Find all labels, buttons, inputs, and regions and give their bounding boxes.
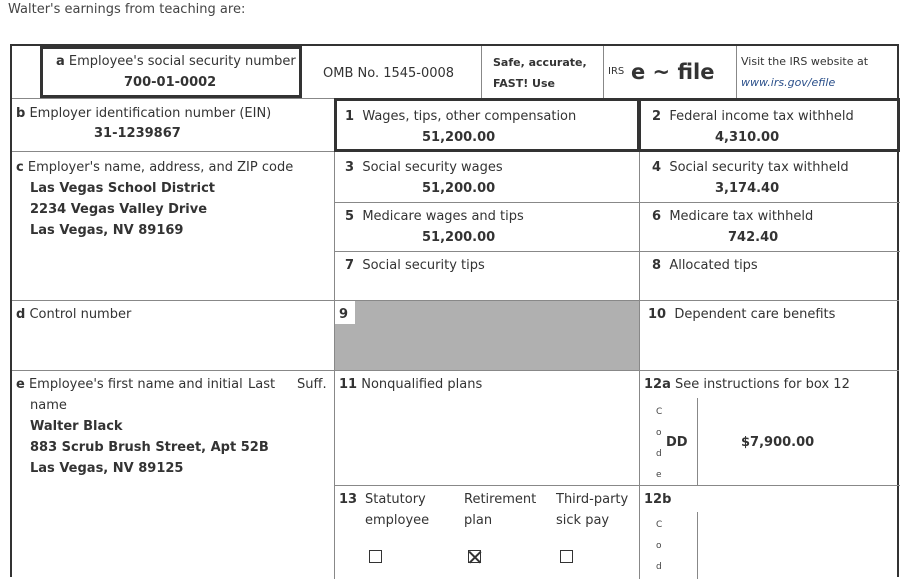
box-e-line3: Las Vegas, NV 89125	[30, 461, 184, 476]
box-4-value: 3,174.40	[715, 181, 780, 196]
box-3-label: 3 Social security wages	[345, 160, 503, 175]
thirdparty-label-2: sick pay	[556, 513, 610, 528]
retirement-plan-checkbox[interactable]	[468, 550, 481, 563]
box-e-suff: Suff.	[297, 377, 327, 392]
box-5-label: 5 Medicare wages and tips	[345, 209, 524, 224]
box-e-line2: 883 Scrub Brush Street, Apt 52B	[30, 440, 269, 455]
retirement-label-2: plan	[464, 513, 493, 528]
box-12b-code-d: d	[656, 562, 662, 572]
box-2-value: 4,310.00	[715, 130, 780, 145]
statutory-label-1: Statutory	[365, 492, 426, 507]
box-10-label: 10 Dependent care benefits	[648, 307, 836, 322]
box-3-value: 51,200.00	[422, 181, 496, 196]
box-8-label: 8 Allocated tips	[652, 258, 758, 273]
box-b-value: 31-1239867	[94, 126, 181, 141]
box-4-label: 4 Social security tax withheld	[652, 160, 849, 175]
box-12a-code-d: d	[656, 449, 662, 459]
box-6-label: 6 Medicare tax withheld	[652, 209, 814, 224]
third-party-sick-pay-checkbox[interactable]	[560, 550, 573, 563]
box-12a-label: 12a See instructions for box 12	[644, 377, 850, 392]
box-1-label: 1 Wages, tips, other compensation	[345, 109, 577, 124]
safe-line2: FAST! Use	[493, 77, 555, 90]
retirement-label-1: Retirement	[464, 492, 537, 507]
box-12b-code-o: o	[656, 541, 662, 551]
box-b-label: b Employer identification number (EIN)	[16, 106, 272, 121]
box-7-label: 7 Social security tips	[345, 258, 485, 273]
box-12a-amount: $7,900.00	[741, 435, 815, 450]
omb-number: OMB No. 1545-0008	[323, 66, 455, 81]
box-a-label: a Employee's social security number	[56, 54, 296, 69]
box-9-label: 9	[336, 301, 355, 324]
box-12a-code-o: o	[656, 428, 662, 438]
box-2-label: 2 Federal income tax withheld	[652, 109, 854, 124]
statutory-label-2: employee	[365, 513, 430, 528]
box-c-line1: Las Vegas School District	[30, 181, 215, 196]
box-1-value: 51,200.00	[422, 130, 496, 145]
box-e-last: Last	[248, 377, 276, 392]
box-12a-code: DD	[666, 435, 688, 450]
box-5-value: 51,200.00	[422, 230, 496, 245]
irs-label: IRS	[608, 66, 625, 77]
box-9-shaded	[355, 301, 639, 370]
thirdparty-label-1: Third-party	[556, 492, 629, 507]
box-e-label: e Employee's first name and initial	[16, 377, 243, 392]
efile-logo: e ~ file	[631, 60, 715, 84]
irs-efile-link[interactable]: www.irs.gov/efile	[741, 76, 836, 89]
box-c-line3: Las Vegas, NV 89169	[30, 223, 184, 238]
box-12b-code-c: C	[656, 520, 663, 530]
box-c-line2: 2234 Vegas Valley Drive	[30, 202, 208, 217]
safe-line1: Safe, accurate,	[493, 56, 587, 69]
box-a-value: 700-01-0002	[124, 75, 217, 90]
box-d-label: d Control number	[16, 307, 132, 322]
box-6-value: 742.40	[728, 230, 779, 245]
box-12a-code-c: C	[656, 407, 663, 417]
visit-text: Visit the IRS website at	[741, 55, 869, 68]
box-c-label: c Employer's name, address, and ZIP code	[16, 160, 294, 175]
intro-text: Walter's earnings from teaching are:	[8, 2, 246, 17]
box-12a-code-e: e	[656, 470, 662, 480]
w2-form	[10, 44, 899, 577]
box-12b-label: 12b	[644, 492, 672, 507]
statutory-employee-checkbox[interactable]	[369, 550, 382, 563]
box-e-name: name	[30, 398, 67, 413]
box-11-label: 11 Nonqualified plans	[339, 377, 483, 392]
box-e-line1: Walter Black	[30, 419, 123, 434]
box-13-num: 13	[339, 492, 358, 507]
